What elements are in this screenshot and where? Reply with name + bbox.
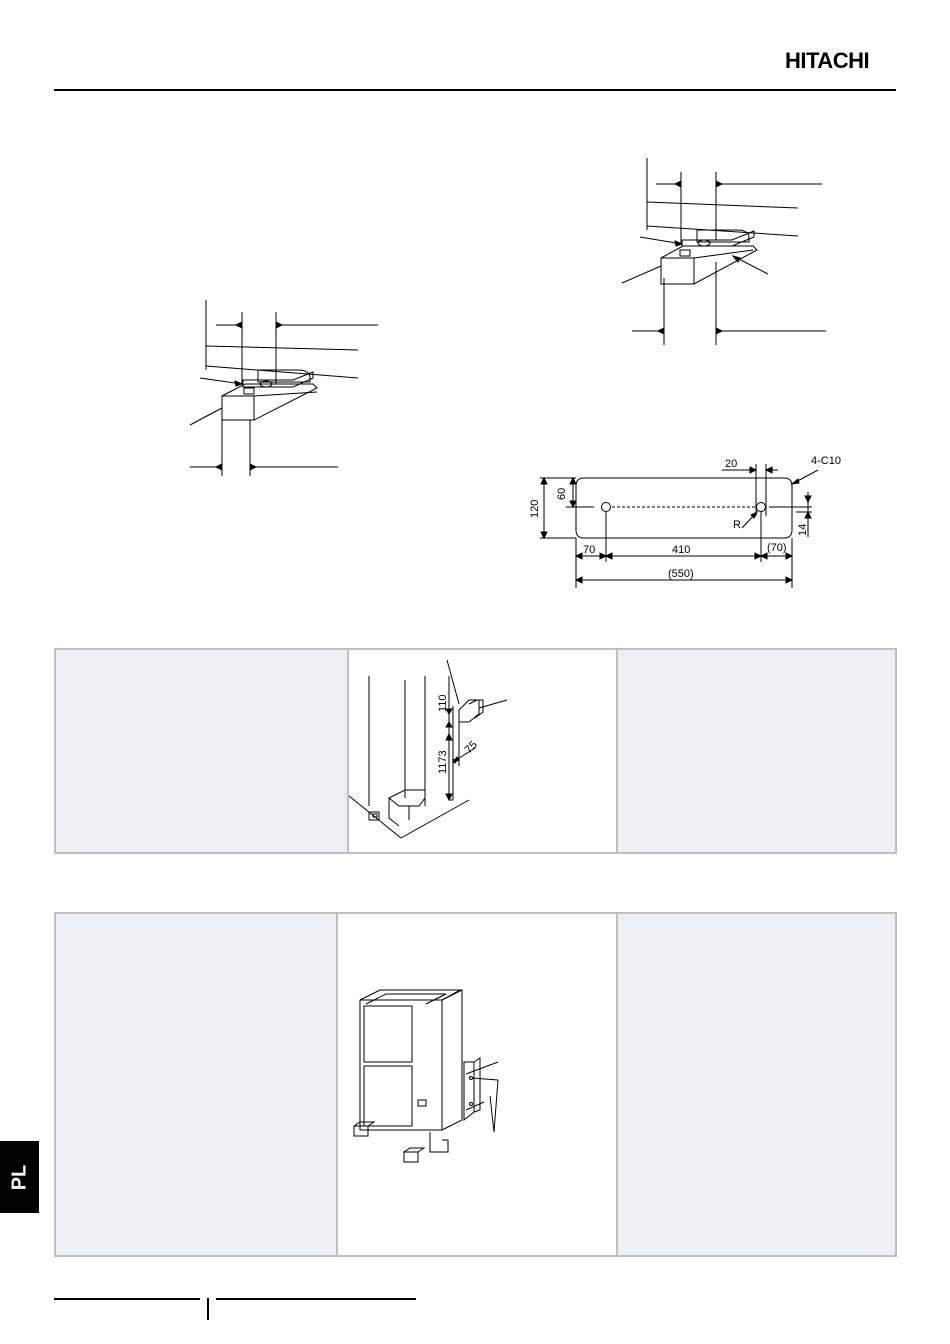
dim-70: 70 — [583, 544, 596, 556]
dim-14: 14 — [797, 523, 809, 536]
dim-r: R — [733, 519, 741, 531]
footer-rule-left — [54, 1298, 200, 1300]
dim-60: 60 — [556, 487, 568, 500]
dim-550: (550) — [668, 568, 694, 580]
instruction-table-2 — [54, 912, 897, 1257]
instruction-table-1-text-left — [56, 650, 349, 852]
language-tab-label: PL — [8, 1164, 30, 1190]
instruction-table-2-drawing — [338, 914, 618, 1255]
footer-rule-right — [216, 1298, 416, 1300]
language-tab — [0, 1141, 39, 1213]
brand-logo: HITACHI — [785, 48, 870, 73]
wall-bracket-drawing — [349, 650, 615, 852]
base-plate-drawing — [0, 0, 950, 620]
dim-70-paren: (70) — [767, 542, 787, 554]
dim-120: 120 — [529, 499, 541, 518]
dim-110: 110 — [437, 694, 449, 712]
dim-4-c10: 4-C10 — [811, 455, 841, 467]
dim-1173: 1173 — [437, 750, 449, 774]
outdoor-unit-drawing — [338, 914, 615, 1255]
instruction-table-2-text-right — [618, 914, 895, 1255]
dim-20: 20 — [725, 458, 738, 470]
instruction-table-2-text-left — [56, 914, 338, 1255]
instruction-table-1 — [54, 648, 897, 854]
instruction-table-1-text-right — [618, 650, 895, 852]
footer-rule-divider — [207, 1298, 209, 1320]
dim-410: 410 — [672, 544, 691, 556]
instruction-table-1-drawing — [349, 650, 618, 852]
dim-75: 75 — [462, 738, 480, 757]
